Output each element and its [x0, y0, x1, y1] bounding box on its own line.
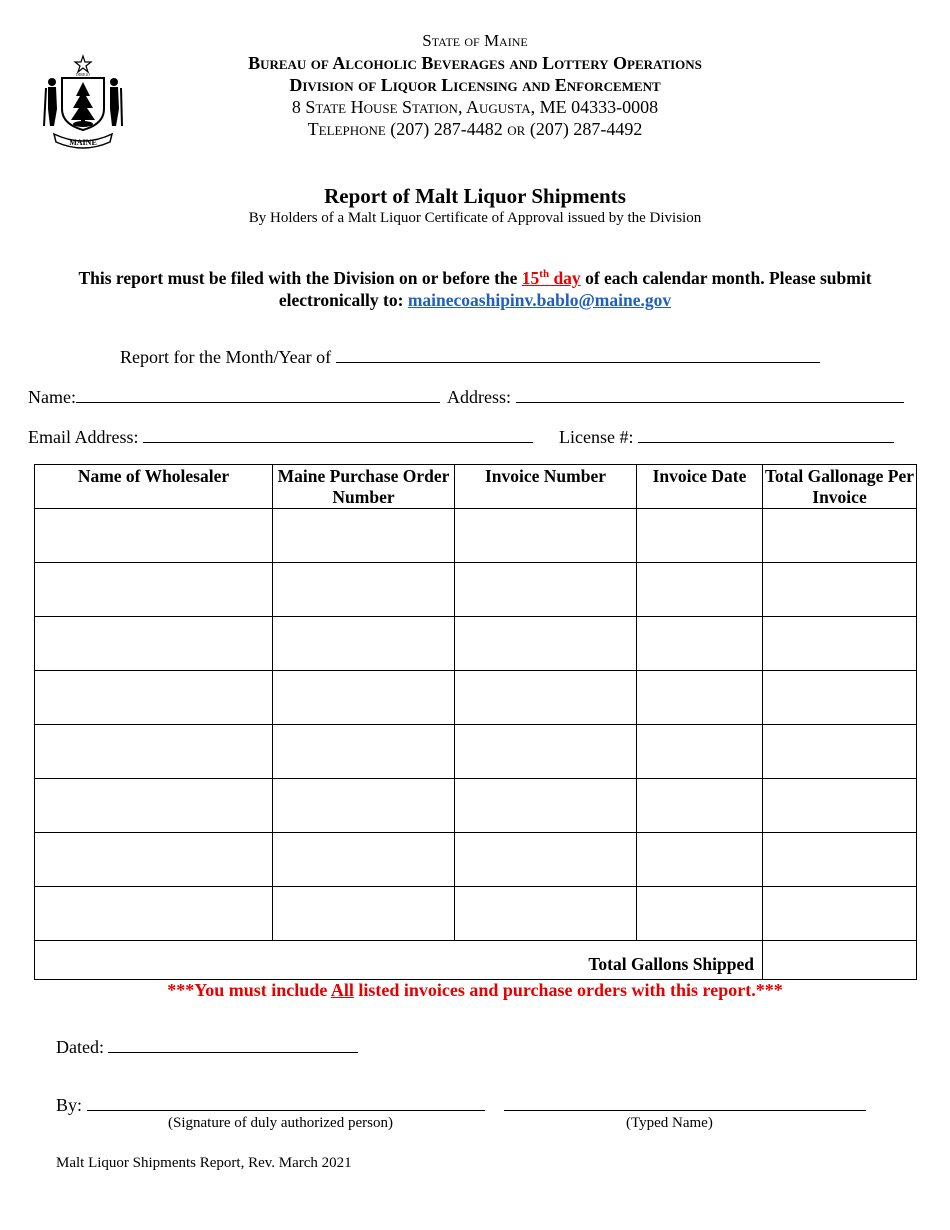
total-gallons-cell[interactable]: [763, 941, 917, 980]
cell-invoice-number[interactable]: [455, 563, 637, 617]
cell-invoice-number[interactable]: [455, 509, 637, 563]
shipments-table: [34, 464, 917, 980]
header-wholesaler: Name of Wholesaler: [35, 465, 273, 509]
cell-invoice-number[interactable]: [455, 725, 637, 779]
cell-purchase-order[interactable]: [273, 563, 455, 617]
warning-text-2: listed invoices and purchase orders with this report.***: [353, 980, 783, 1000]
cell-wholesaler[interactable]: [35, 779, 273, 833]
maine-state-seal: [40, 54, 126, 152]
cell-purchase-order[interactable]: [273, 887, 455, 941]
cell-gallonage[interactable]: [763, 833, 917, 887]
table-row: [35, 563, 917, 617]
signature-input-line[interactable]: [87, 1094, 485, 1111]
cell-invoice-date[interactable]: [637, 563, 763, 617]
cell-gallonage[interactable]: [763, 563, 917, 617]
notice-day-suffix: th: [539, 268, 550, 281]
cell-wholesaler[interactable]: [35, 563, 273, 617]
cell-invoice-date[interactable]: [637, 887, 763, 941]
header-invoice-number: Invoice Number: [455, 465, 637, 509]
cell-purchase-order[interactable]: [273, 617, 455, 671]
dated-field: [56, 1036, 358, 1058]
cell-invoice-date[interactable]: [637, 833, 763, 887]
cell-purchase-order[interactable]: [273, 509, 455, 563]
cell-wholesaler[interactable]: [35, 725, 273, 779]
cell-wholesaler[interactable]: [35, 887, 273, 941]
mailing-address: 8 State House Station, Augusta, ME 04333-0008: [291, 97, 659, 117]
table-row: [35, 779, 917, 833]
notice-day-number: 15: [521, 268, 540, 288]
by-field: [56, 1094, 866, 1116]
cell-purchase-order[interactable]: [273, 779, 455, 833]
seal-banner-text: MAINE: [69, 138, 97, 147]
license-field: [559, 426, 894, 448]
cell-invoice-number[interactable]: [455, 617, 637, 671]
bureau-name: Bureau of Alcoholic Beverages and Lottery Operations: [248, 53, 702, 73]
cell-wholesaler[interactable]: [35, 671, 273, 725]
table-row: [35, 617, 917, 671]
cell-gallonage[interactable]: [763, 725, 917, 779]
name-field: [28, 386, 440, 408]
submission-email-link[interactable]: mainecoashipinv.bablo@maine.gov: [407, 290, 672, 310]
warning-emphasis: All: [330, 980, 354, 1000]
name-input-line[interactable]: [76, 386, 440, 403]
month-year-input-line[interactable]: [336, 346, 820, 363]
month-year-label: Report for the Month/Year of: [120, 347, 332, 367]
table-row: [35, 887, 917, 941]
division-name: Division of Liquor Licensing and Enforcement: [289, 75, 661, 95]
letterhead: [150, 30, 800, 140]
dated-label: Dated:: [56, 1037, 104, 1057]
by-label: By:: [56, 1095, 83, 1115]
license-label: License #:: [559, 427, 634, 447]
notice-due-day: [522, 268, 581, 288]
cell-invoice-date[interactable]: [637, 617, 763, 671]
typed-name-caption: (Typed Name): [626, 1115, 713, 1131]
typed-name-input-line[interactable]: [504, 1094, 866, 1111]
table-row: [35, 725, 917, 779]
cell-invoice-date[interactable]: [637, 671, 763, 725]
cell-gallonage[interactable]: [763, 509, 917, 563]
cell-gallonage[interactable]: [763, 671, 917, 725]
cell-invoice-date[interactable]: [637, 779, 763, 833]
report-title: Report of Malt Liquor Shipments: [324, 184, 626, 208]
signature-caption: (Signature of duly authorized person): [168, 1115, 393, 1131]
seal-motto-text: DIRIGO: [76, 72, 90, 77]
address-label: Address:: [447, 387, 511, 407]
notice-text-2: of each calendar month. Please submit electronically to:: [278, 268, 872, 310]
email-field: [28, 426, 533, 448]
notice-day-word: day: [549, 268, 581, 288]
table-row: [35, 671, 917, 725]
invoice-warning: [0, 980, 950, 1001]
header-purchase-order: Maine Purchase Order Number: [273, 465, 455, 509]
cell-gallonage[interactable]: [763, 887, 917, 941]
cell-purchase-order[interactable]: [273, 833, 455, 887]
warning-text-1: ***You must include: [167, 980, 331, 1000]
table-row: [35, 509, 917, 563]
name-label: Name:: [28, 387, 76, 407]
cell-wholesaler[interactable]: [35, 833, 273, 887]
cell-invoice-date[interactable]: [637, 725, 763, 779]
email-input-line[interactable]: [143, 426, 533, 443]
cell-invoice-number[interactable]: [455, 887, 637, 941]
state-name: State of Maine: [422, 31, 528, 50]
total-gallons-label: Total Gallons Shipped: [35, 941, 763, 980]
address-field: [447, 386, 904, 408]
notice-text-1: This report must be filed with the Division on or before the: [78, 268, 522, 288]
month-year-field: [120, 346, 820, 368]
telephone: Telephone (207) 287-4482 or (207) 287-4492: [307, 119, 643, 139]
cell-invoice-number[interactable]: [455, 671, 637, 725]
table-row: [35, 833, 917, 887]
cell-wholesaler[interactable]: [35, 617, 273, 671]
dated-input-line[interactable]: [108, 1036, 358, 1053]
cell-gallonage[interactable]: [763, 617, 917, 671]
report-subtitle: By Holders of a Malt Liquor Certificate of Approval issued by the Division: [248, 210, 702, 226]
cell-purchase-order[interactable]: [273, 671, 455, 725]
license-input-line[interactable]: [638, 426, 894, 443]
total-row: [35, 941, 917, 980]
cell-purchase-order[interactable]: [273, 725, 455, 779]
filing-notice: [40, 267, 910, 311]
header-invoice-date: Invoice Date: [637, 465, 763, 509]
cell-wholesaler[interactable]: [35, 509, 273, 563]
cell-invoice-date[interactable]: [637, 509, 763, 563]
form-footer: Malt Liquor Shipments Report, Rev. March 2021: [56, 1155, 352, 1171]
cell-gallonage[interactable]: [763, 779, 917, 833]
email-label: Email Address:: [28, 427, 139, 447]
table-header-row: [35, 465, 917, 509]
cell-invoice-number[interactable]: [455, 779, 637, 833]
cell-invoice-number[interactable]: [455, 833, 637, 887]
address-input-line[interactable]: [516, 386, 904, 403]
header-gallonage: Total Gallonage Per Invoice: [763, 465, 917, 509]
